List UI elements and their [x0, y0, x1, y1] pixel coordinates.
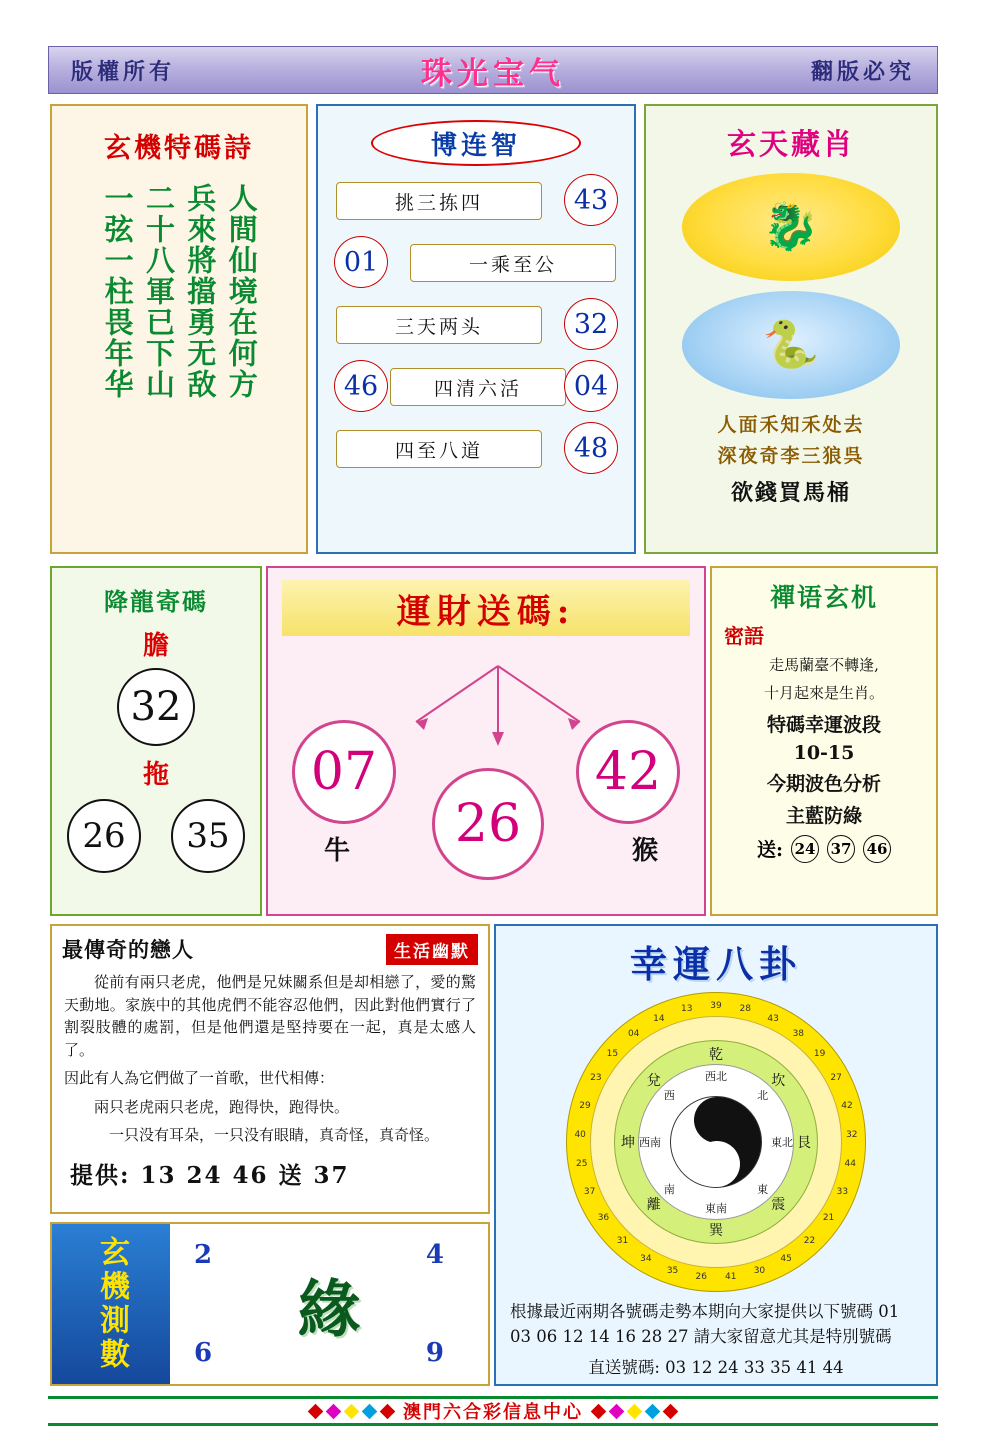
bagua-number: 39 [710, 1001, 722, 1011]
bolianzhi-panel [316, 104, 636, 554]
yin-yang-icon [670, 1096, 762, 1188]
yuncai-right-number: 42 [576, 720, 680, 824]
bagua-number: 33 [836, 1187, 849, 1198]
footer-diamond [326, 1403, 342, 1419]
bagua-direction: 西北 [705, 1070, 727, 1083]
bagua-number: 29 [579, 1100, 591, 1111]
chanyu-line-2: 10-15 [793, 741, 855, 764]
dragon-icon: 🐉 [682, 173, 900, 281]
bolianzhi-phrase: 一乘至公 [410, 244, 616, 282]
bagua-number: 44 [844, 1159, 856, 1169]
snake-icon: 🐍 [682, 291, 900, 399]
footer-diamonds-right [593, 1406, 676, 1417]
header-right-text: 翻版必究 [810, 58, 915, 85]
footer-diamond [308, 1403, 324, 1419]
cesu-title: 玄機測數 [94, 1236, 129, 1372]
bagua-trigram: 巽 [709, 1223, 723, 1239]
cesu-top-left: 2 [194, 1240, 213, 1270]
poem-column: 兵來將擋勇无敌 [183, 183, 218, 400]
bagua-number: 35 [666, 1265, 679, 1276]
bolianzhi-phrase: 四至八道 [336, 430, 542, 468]
cesu-grid [170, 1224, 488, 1384]
chanyu-line-4: 主藍防綠 [785, 804, 862, 827]
story-panel [50, 924, 490, 1214]
bagua-number: 15 [606, 1048, 619, 1059]
chanyu-verse-line2: 十月起來是生肖。 [763, 683, 884, 702]
bolianzhi-phrase: 挑三拣四 [336, 182, 542, 220]
jianglong-number-pair [52, 799, 260, 873]
xuantian-verse-line2: 深夜奇李三狼呉 [717, 444, 865, 467]
chanyu-verse-line1: 走馬蘭臺不轉逢, [769, 656, 879, 674]
page-header [48, 46, 938, 94]
bagua-number: 21 [822, 1213, 835, 1224]
bolianzhi-row [328, 236, 624, 290]
bagua-number: 45 [780, 1253, 792, 1264]
bagua-number: 13 [681, 1004, 693, 1015]
story-paragraph: 從前有兩只老虎，他們是兄妹關系但是却相戀了，愛的驚天動地。家族中的其他虎們不能容忍他們，因此對他們實行了割裂肢體的處罰，但是他們還是堅持要在一起，真是太感人了。 [64, 973, 476, 1059]
bagua-number: 32 [846, 1129, 858, 1140]
footer-diamond [344, 1403, 360, 1419]
bagua-direction: 東南 [705, 1202, 727, 1215]
bagua-number: 04 [627, 1028, 640, 1039]
bagua-number: 28 [739, 1004, 751, 1015]
bagua-direction: 東 [757, 1182, 769, 1196]
chanyu-line-1: 特碼幸運波段 [766, 713, 881, 736]
cesu-panel [50, 1222, 490, 1386]
bagua-number: 31 [616, 1235, 629, 1246]
bagua-number: 26 [695, 1272, 708, 1283]
bolianzhi-number: 43 [564, 174, 618, 226]
jianglong-word-1: 膽 [142, 631, 169, 661]
bolianzhi-number: 04 [564, 360, 618, 412]
story-title: 最傳奇的戀人 [62, 937, 194, 962]
footer-diamond [627, 1403, 643, 1419]
chanyu-line-3: 今期波色分析 [766, 772, 881, 795]
bagua-footer-text: 根據最近兩期各號碼走勢本期向大家提供以下號碼 01 03 06 12 14 16 28 27 請大家留意尤其是特別號碼 [510, 1302, 900, 1346]
bagua-trigram: 坎 [771, 1072, 786, 1089]
chanyu-keyword: 密語 [724, 624, 764, 648]
bagua-number: 22 [803, 1235, 816, 1246]
bagua-number: 38 [792, 1028, 805, 1039]
bagua-direction: 南 [663, 1182, 675, 1196]
poem-column: 人間仙境在何方 [224, 183, 259, 400]
bolianzhi-row [328, 174, 624, 228]
chanyu-send-number: 46 [863, 835, 891, 863]
xuantian-title: 玄天藏肖 [726, 127, 855, 161]
cesu-top-right: 4 [425, 1240, 444, 1270]
footer-diamond [663, 1403, 679, 1419]
bagua-number: 25 [576, 1159, 588, 1169]
story-paragraph: 一只没有耳朵，一只没有眼睛，真奇怪，真奇怪。 [109, 1126, 440, 1144]
jianglong-title: 降龍寄碼 [104, 587, 208, 616]
bolianzhi-number: 32 [564, 298, 618, 350]
bagua-direction: 西 [663, 1089, 675, 1103]
yuncai-right-label: 猴 [631, 836, 658, 866]
bagua-number: 40 [574, 1129, 586, 1140]
bagua-number: 14 [653, 1013, 665, 1024]
bagua-wheel [566, 992, 866, 1292]
cesu-title-bar [52, 1224, 170, 1384]
cesu-bottom-left: 6 [194, 1338, 213, 1368]
bagua-direct-numbers: 直送號碼: 03 12 24 33 35 41 44 [588, 1357, 844, 1377]
bolianzhi-phrase: 三天两头 [336, 306, 542, 344]
poem-title: 玄機特碼詩 [104, 133, 254, 164]
bolianzhi-number: 48 [564, 422, 618, 474]
story-paragraph: 兩只老虎兩只老虎，跑得快，跑得快。 [94, 1097, 350, 1116]
page-footer [48, 1396, 938, 1426]
chanyu-send-number: 24 [791, 835, 819, 863]
story-tag: 生活幽默 [386, 934, 478, 965]
footer-diamond [380, 1403, 396, 1419]
bagua-number: 34 [640, 1253, 652, 1264]
bagua-number: 27 [830, 1073, 842, 1084]
page-title: 珠光宝气 [421, 55, 565, 92]
bagua-trigram: 離 [646, 1197, 661, 1214]
footer-text: 澳門六合彩信息中心 [403, 1402, 583, 1423]
bagua-number: 36 [597, 1213, 610, 1224]
footer-diamond [609, 1403, 625, 1419]
yuncai-panel [266, 566, 706, 916]
header-left-text: 版權所有 [71, 58, 176, 85]
bagua-direction: 北 [757, 1089, 769, 1103]
chanyu-panel [710, 566, 938, 916]
bolianzhi-number: 01 [334, 236, 388, 288]
yuncai-left-label: 牛 [324, 836, 351, 866]
bagua-trigram: 乾 [709, 1047, 723, 1063]
bagua-number: 37 [583, 1187, 596, 1198]
jianglong-main-number: 32 [117, 668, 195, 746]
bolianzhi-row [328, 298, 624, 352]
bagua-panel [494, 924, 938, 1386]
bagua-trigram: 艮 [797, 1135, 811, 1151]
xuantian-verse-line1: 人面禾知禾处去 [717, 414, 865, 436]
jianglong-word-2: 拖 [142, 760, 169, 790]
bolianzhi-row [328, 360, 624, 414]
xuantian-money-line: 欲錢買馬桶 [730, 480, 851, 506]
footer-diamond [362, 1403, 378, 1419]
jianglong-number: 26 [67, 799, 141, 873]
bagua-number: 23 [590, 1073, 602, 1084]
bagua-trigram: 兌 [646, 1072, 661, 1089]
bagua-trigram: 坤 [621, 1135, 635, 1151]
xuantian-panel [644, 104, 938, 554]
poem-column: 一弦一柱畏年华 [100, 183, 135, 400]
bagua-number: 30 [753, 1265, 766, 1276]
jianglong-number: 35 [171, 799, 245, 873]
poem-columns [52, 183, 306, 400]
bolianzhi-row [328, 422, 624, 476]
bolianzhi-number: 46 [334, 360, 388, 412]
chanyu-title: 禪语玄机 [769, 583, 878, 612]
bagua-direction: 西南 [639, 1136, 661, 1149]
bagua-number: 43 [767, 1013, 779, 1024]
bagua-number: 19 [813, 1048, 826, 1059]
story-header [52, 926, 488, 965]
bolianzhi-phrase: 四清六活 [390, 368, 566, 406]
chanyu-send-row [712, 835, 936, 863]
yuncai-banner: 運財送碼: [282, 580, 690, 636]
footer-diamond [645, 1403, 661, 1419]
story-provide-numbers: 提供: 13 24 46 送 37 [70, 1161, 350, 1189]
chanyu-send-label: 送: [756, 839, 783, 861]
story-paragraph: 因此有人為它們做了一首歌，世代相傳： [64, 1069, 335, 1087]
jianglong-panel [50, 566, 262, 916]
arrows-graphic [388, 660, 608, 770]
chanyu-send-number: 37 [827, 835, 855, 863]
bagua-title: 幸運八卦 [630, 942, 802, 986]
bagua-trigram: 震 [771, 1197, 786, 1214]
yuncai-center-number: 26 [432, 768, 544, 880]
cesu-center-character: 緣 [297, 1272, 361, 1346]
cesu-bottom-right: 9 [425, 1338, 444, 1368]
footer-diamond [591, 1403, 607, 1419]
bagua-number: 41 [724, 1272, 737, 1283]
bolianzhi-title: 博连智 [371, 120, 581, 166]
bagua-direction: 東北 [771, 1136, 793, 1149]
bagua-number: 42 [841, 1100, 853, 1111]
poem-column: 二十八軍已下山 [142, 183, 176, 400]
footer-diamonds-left [310, 1406, 393, 1417]
poem-panel [50, 104, 308, 554]
yuncai-left-number: 07 [292, 720, 396, 824]
